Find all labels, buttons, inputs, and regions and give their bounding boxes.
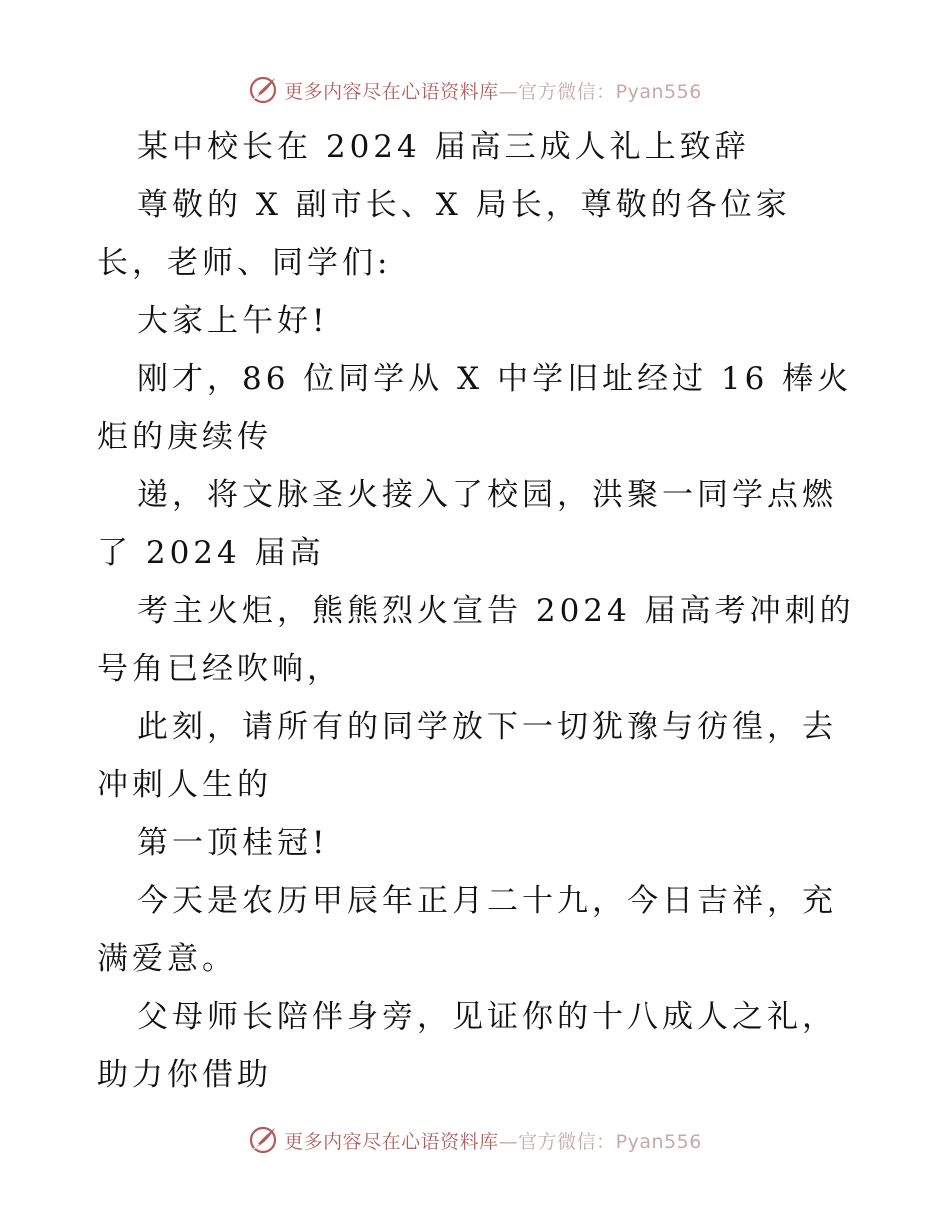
paragraph: 第一顶桂冠!	[137, 825, 329, 861]
paragraph: 递，将文脉圣火接入了校园，洪聚一同学点燃了 2024 届高	[97, 477, 837, 571]
paragraph: 父母师长陪伴身旁，见证你的十八成人之礼，助力你借助	[97, 999, 837, 1093]
footer-watermark-text: 更多内容尽在心语资料库—官方微信：Pyan556	[284, 1130, 702, 1153]
paragraph: 尊敬的 X 副市长、X 局长，尊敬的各位家长，老师、同学们:	[97, 187, 791, 281]
paragraph: 此刻，请所有的同学放下一切犹豫与彷徨，去冲刺人生的	[97, 709, 837, 803]
paragraph: 考主火炬，熊熊烈火宣告 2024 届高考冲刺的号角已经吹响，	[97, 593, 855, 687]
document-title: 某中校长在 2024 届高三成人礼上致辞	[137, 129, 750, 165]
quill-logo-icon	[248, 1125, 278, 1155]
header-watermark	[0, 70, 950, 110]
paragraph: 今天是农历甲辰年正月二十九，今日吉祥，充满爱意。	[97, 883, 837, 977]
document-body	[97, 118, 857, 1104]
paragraph: 刚才，86 位同学从 X 中学旧址经过 16 棒火炬的庚续传	[97, 361, 853, 455]
paragraph: 大家上午好!	[137, 303, 329, 339]
header-watermark-text: 更多内容尽在心语资料库—官方微信：Pyan556	[284, 80, 702, 103]
quill-logo-icon	[248, 75, 278, 105]
footer-watermark	[0, 1120, 950, 1160]
